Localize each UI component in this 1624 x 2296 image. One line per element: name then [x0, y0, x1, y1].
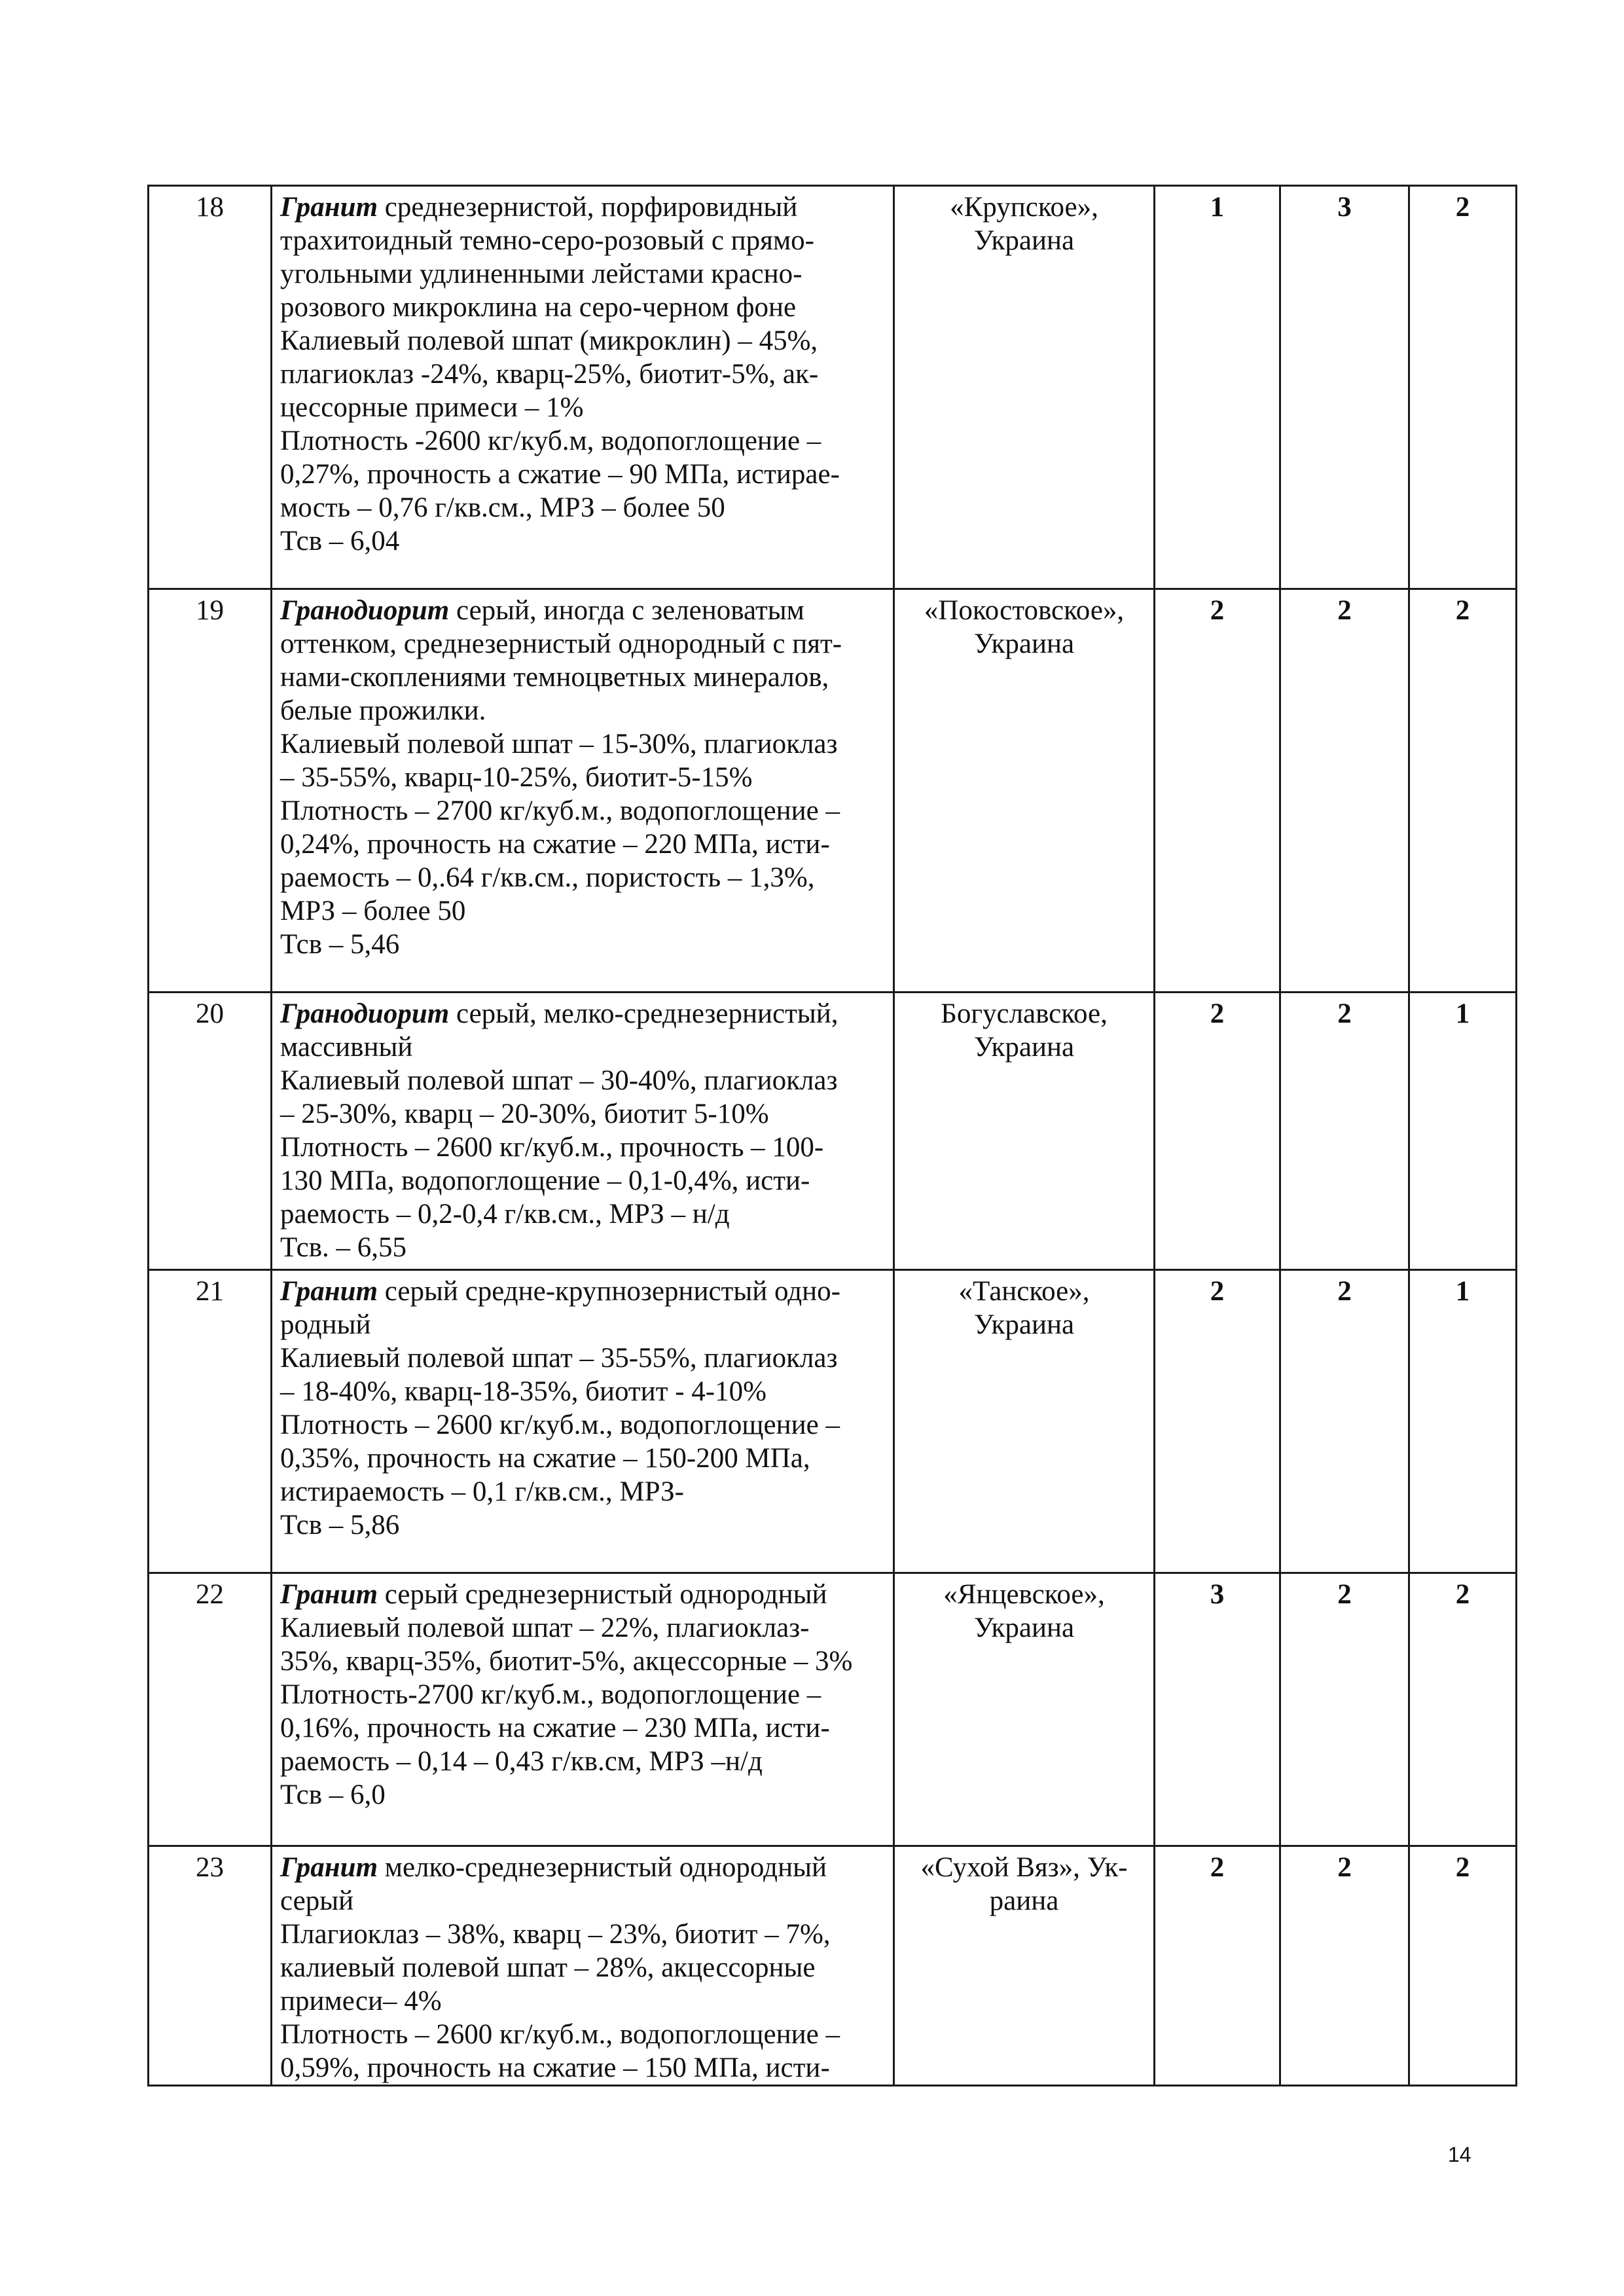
description-line: родный — [280, 1309, 371, 1340]
description-cell — [272, 589, 894, 993]
description-line: трахитоидный темно-серо-розовый с прямо- — [280, 225, 814, 256]
description-line: цессорные примеси – 1% — [280, 392, 584, 423]
score-value: 3 — [1210, 1579, 1225, 1610]
description-line: 0,27%, прочность а сжатие – 90 МПа, истирае- — [280, 459, 840, 490]
description-line: 35%, кварц-35%, биотит-5%, акцессорные – 3% — [280, 1646, 853, 1677]
deposit-line: «Крупское», — [950, 192, 1098, 223]
description-first-line — [280, 1851, 885, 1884]
description-line: 0,59%, прочность на сжатие – 150 МПа, исти- — [280, 2052, 830, 2083]
description-first-line-text: серый средне-крупнозернистый одно- — [378, 1276, 840, 1307]
table-row — [149, 1270, 1517, 1573]
description-line: – 18-40%, кварц-18-35%, биотит - 4-10% — [280, 1376, 767, 1407]
row-number-cell — [149, 1846, 272, 2086]
table-row — [149, 1573, 1517, 1846]
description-line: белые прожилки. — [280, 695, 486, 726]
deposit-line: Украина — [973, 225, 1075, 256]
deposit-cell — [894, 589, 1155, 993]
score-value: 3 — [1337, 192, 1352, 223]
deposit-line: «Янцевское», — [943, 1579, 1105, 1610]
score-value: 2 — [1210, 998, 1225, 1029]
description-line: Плотность -2600 кг/куб.м, водопоглощение – — [280, 426, 821, 456]
description-line: Калиевый полевой шпат (микроклин) – 45%, — [280, 325, 818, 356]
description-first-line-text: серый, мелко-среднезернистый, — [449, 998, 839, 1029]
score-cell-2 — [1280, 589, 1409, 993]
description-line: Плотность – 2600 кг/куб.м., водопоглощение – — [280, 1410, 840, 1440]
description-line: примеси– 4% — [280, 1986, 442, 2016]
deposit-cell — [894, 993, 1155, 1270]
description-line: МРЗ – более 50 — [280, 896, 466, 926]
description-line: Плотность-2700 кг/куб.м., водопоглощение – — [280, 1679, 821, 1710]
description-first-line — [280, 1275, 885, 1308]
description-line: – 35-55%, кварц-10-25%, биотит-5-15% — [280, 762, 753, 793]
description-line: 0,24%, прочность на сжатие – 220 МПа, исти- — [280, 829, 830, 860]
description-line: розового микроклина на серо-черном фоне — [280, 292, 797, 323]
description-line: массивный — [280, 1032, 413, 1063]
row-number: 20 — [196, 998, 224, 1029]
description-line: – 25-30%, кварц – 20-30%, биотит 5-10% — [280, 1099, 769, 1129]
score-cell-1 — [1155, 1846, 1280, 2086]
score-cell-3 — [1409, 1846, 1517, 2086]
description-line: Калиевый полевой шпат – 15-30%, плагиоклаз — [280, 729, 838, 759]
description-line: мость – 0,76 г/кв.см., МРЗ – более 50 — [280, 492, 725, 523]
deposit-cell — [894, 186, 1155, 589]
description-line: раемость – 0,14 – 0,43 г/кв.см, МРЗ –н/д — [280, 1746, 763, 1777]
description-first-line — [280, 997, 885, 1030]
description-line: оттенком, среднезернистый однородный с пят- — [280, 629, 842, 659]
score-cell-2 — [1280, 1573, 1409, 1846]
score-cell-1 — [1155, 186, 1280, 589]
score-value: 2 — [1455, 192, 1470, 223]
score-value: 2 — [1210, 595, 1225, 626]
description-cell — [272, 186, 894, 589]
row-number-cell — [149, 993, 272, 1270]
score-value: 2 — [1337, 595, 1352, 626]
deposit-line: Украина — [973, 629, 1075, 659]
score-cell-2 — [1280, 186, 1409, 589]
score-value: 2 — [1337, 1579, 1352, 1610]
row-number-cell — [149, 589, 272, 993]
rock-name: Гранит — [280, 1579, 378, 1610]
score-cell-1 — [1155, 589, 1280, 993]
description-first-line — [280, 594, 885, 627]
description-line: Плагиоклаз – 38%, кварц – 23%, биотит – 7%, — [280, 1919, 831, 1950]
description-line: раемость – 0,.64 г/кв.см., пористость – 1,3%, — [280, 862, 815, 893]
score-cell-1 — [1155, 1573, 1280, 1846]
description-line: 130 МПа, водопоглощение – 0,1-0,4%, исти- — [280, 1165, 810, 1196]
score-cell-3 — [1409, 186, 1517, 589]
deposit-line: «Покостовское», — [924, 595, 1125, 626]
row-number: 19 — [196, 595, 224, 626]
description-line: угольными удлиненными лейстами красно- — [280, 259, 803, 289]
stone-deposits-table — [147, 185, 1517, 2086]
score-cell-2 — [1280, 1846, 1409, 2086]
description-cell — [272, 1270, 894, 1573]
score-value: 1 — [1455, 1276, 1470, 1307]
score-cell-3 — [1409, 993, 1517, 1270]
row-number: 18 — [196, 192, 224, 223]
description-line: истираемость – 0,1 г/кв.см., МРЗ- — [280, 1476, 684, 1507]
description-line: нами-скоплениями темноцветных минералов, — [280, 662, 829, 693]
description-first-line-text: серый, иногда с зеленоватым — [449, 595, 804, 626]
table-row — [149, 186, 1517, 589]
score-cell-1 — [1155, 1270, 1280, 1573]
description-line: Калиевый полевой шпат – 35-55%, плагиоклаз — [280, 1343, 838, 1374]
description-line: плагиоклаз -24%, кварц-25%, биотит-5%, ак- — [280, 359, 819, 390]
score-value: 2 — [1337, 1852, 1352, 1883]
description-first-line-text: серый среднезернистый однородный — [378, 1579, 827, 1610]
score-value: 2 — [1210, 1276, 1225, 1307]
description-line: Тсв. – 6,55 — [280, 1232, 407, 1263]
score-cell-1 — [1155, 993, 1280, 1270]
description-line: Тсв – 6,04 — [280, 526, 400, 556]
row-number-cell — [149, 1270, 272, 1573]
row-number: 23 — [196, 1852, 224, 1883]
description-first-line — [280, 191, 885, 224]
score-value: 2 — [1455, 1852, 1470, 1883]
rock-name: Гранодиорит — [280, 595, 450, 626]
row-number-cell — [149, 186, 272, 589]
rock-name: Гранит — [280, 1276, 378, 1307]
deposit-cell — [894, 1270, 1155, 1573]
row-number: 21 — [196, 1276, 224, 1307]
table-row — [149, 589, 1517, 993]
deposit-line: Украина — [973, 1309, 1075, 1340]
deposit-line: «Сухой Вяз», Ук- — [920, 1852, 1128, 1883]
deposit-cell — [894, 1573, 1155, 1846]
description-cell — [272, 1846, 894, 2086]
score-cell-3 — [1409, 589, 1517, 993]
rock-name: Гранодиорит — [280, 998, 450, 1029]
description-cell — [272, 1573, 894, 1846]
description-line: Плотность – 2700 кг/куб.м., водопоглощение – — [280, 795, 840, 826]
description-line: Тсв – 5,46 — [280, 929, 400, 960]
description-line: серый — [280, 1886, 354, 1916]
description-first-line — [280, 1578, 885, 1611]
description-cell — [272, 993, 894, 1270]
table-body — [149, 186, 1517, 2086]
score-value: 1 — [1455, 998, 1470, 1029]
description-first-line-text: среднезернистой, порфировидный — [378, 192, 798, 223]
description-line: Тсв – 6,0 — [280, 1779, 386, 1810]
score-cell-3 — [1409, 1270, 1517, 1573]
score-cell-3 — [1409, 1573, 1517, 1846]
rock-name: Гранит — [280, 1852, 378, 1883]
score-cell-2 — [1280, 993, 1409, 1270]
deposit-line: раина — [989, 1886, 1059, 1916]
rock-name: Гранит — [280, 192, 378, 223]
description-line: Плотность – 2600 кг/куб.м., прочность – 100- — [280, 1132, 824, 1163]
deposit-line: Украина — [973, 1032, 1075, 1063]
score-value: 2 — [1337, 998, 1352, 1029]
score-cell-2 — [1280, 1270, 1409, 1573]
deposit-line: «Танское», — [958, 1276, 1090, 1307]
score-value: 2 — [1210, 1852, 1225, 1883]
page-number: 14 — [1448, 2143, 1471, 2166]
score-value: 2 — [1455, 1579, 1470, 1610]
description-line: калиевый полевой шпат – 28%, акцессорные — [280, 1952, 816, 1983]
table-row — [149, 1846, 1517, 2086]
row-number: 22 — [196, 1579, 224, 1610]
score-value: 2 — [1455, 595, 1470, 626]
row-number-cell — [149, 1573, 272, 1846]
score-value: 1 — [1210, 192, 1225, 223]
description-line: раемость – 0,2-0,4 г/кв.см., МРЗ – н/д — [280, 1199, 730, 1230]
description-line: 0,35%, прочность на сжатие – 150-200 МПа, — [280, 1443, 810, 1474]
description-line: Плотность – 2600 кг/куб.м., водопоглощение – — [280, 2019, 840, 2050]
description-first-line-text: мелко-среднезернистый однородный — [378, 1852, 827, 1883]
table-row — [149, 993, 1517, 1270]
deposit-line: Украина — [973, 1613, 1075, 1643]
deposit-line: Богуславское, — [941, 998, 1108, 1029]
description-line: Тсв – 5,86 — [280, 1510, 400, 1540]
score-value: 2 — [1337, 1276, 1352, 1307]
description-line: Калиевый полевой шпат – 30-40%, плагиоклаз — [280, 1065, 838, 1096]
description-line: Калиевый полевой шпат – 22%, плагиоклаз- — [280, 1613, 810, 1643]
deposit-cell — [894, 1846, 1155, 2086]
description-line: 0,16%, прочность на сжатие – 230 МПа, исти- — [280, 1713, 830, 1743]
